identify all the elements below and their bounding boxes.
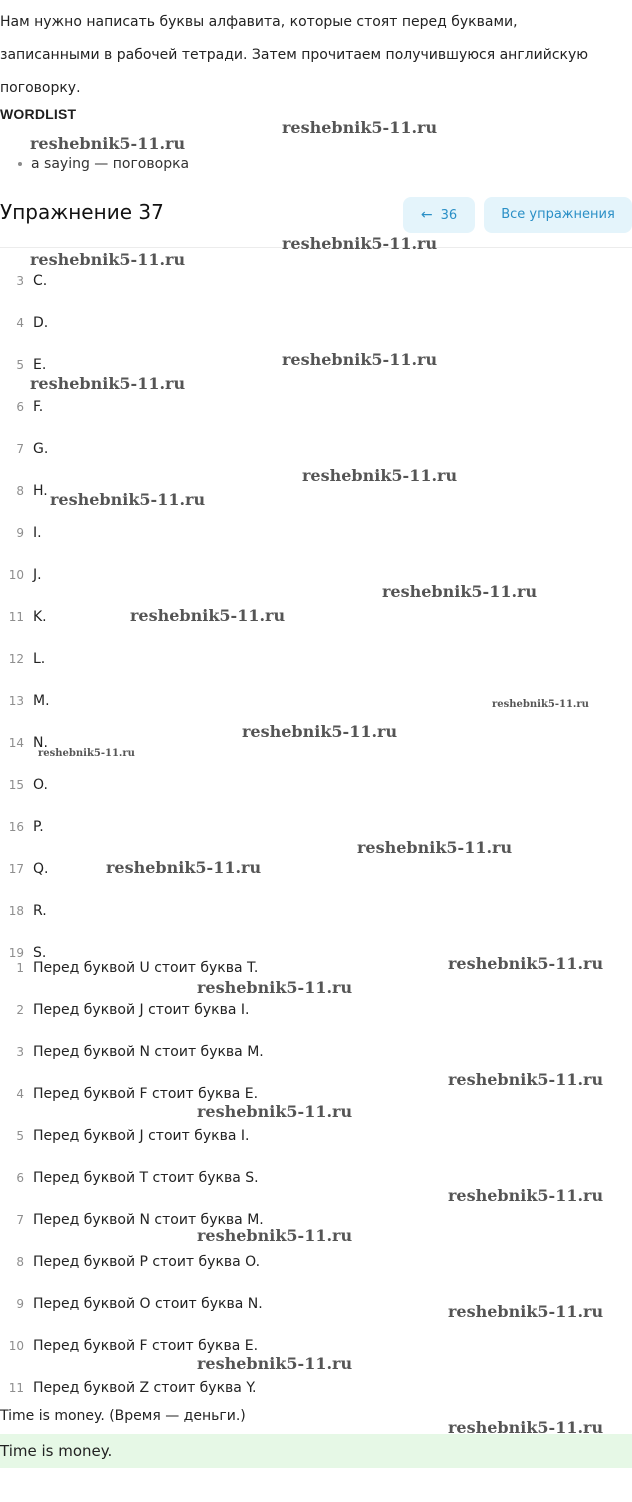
list-item-text: I. [33, 525, 42, 541]
list-item-number: 5 [16, 1129, 24, 1143]
list-item-number: 11 [8, 610, 24, 624]
watermark: reshebnik5-11.ru [30, 374, 186, 393]
list-item-number: 9 [16, 526, 24, 540]
list-item-number: 19 [8, 946, 24, 960]
all-exercises-button[interactable]: Все упражнения [484, 197, 632, 233]
list-item-number: 18 [8, 904, 24, 918]
list-item [0, 858, 632, 880]
list-item-text: D. [33, 315, 49, 331]
list-item-number: 12 [8, 652, 24, 666]
list-item-text: Перед буквой J стоит буква I. [33, 1128, 250, 1144]
list-item-text: C. [33, 273, 48, 289]
watermark: reshebnik5-11.ru [302, 466, 458, 485]
list-item-number: 8 [16, 1255, 24, 1269]
list-item-text: S. [33, 945, 47, 961]
intro-text [0, 6, 632, 105]
list-item-text: Q. [33, 861, 49, 877]
list-item-text: H. [33, 483, 48, 499]
list-item [0, 816, 632, 838]
list-item [0, 606, 632, 628]
list-item [0, 1209, 632, 1231]
list-item [0, 774, 632, 796]
list-item-text: K. [33, 609, 47, 625]
list-item-text: J. [33, 567, 42, 583]
list-item-number: 4 [16, 316, 24, 330]
list-item-number: 1 [16, 961, 24, 975]
list-item [0, 999, 632, 1021]
list-item-text: Перед буквой P стоит буква O. [33, 1254, 261, 1270]
watermark: reshebnik5-11.ru [242, 722, 398, 741]
list-item-text: P. [33, 819, 44, 835]
prev-exercise-button[interactable] [403, 197, 475, 233]
list-item-number: 6 [16, 1171, 24, 1185]
list-item-text: Перед буквой O стоит буква N. [33, 1296, 263, 1312]
list-item-number: 8 [16, 484, 24, 498]
answer-text: Time is money. [0, 1442, 113, 1460]
list-item-text: R. [33, 903, 47, 919]
list-item [0, 1125, 632, 1147]
intro-line: Нам нужно написать буквы алфавита, которые стоят перед буквами, [0, 14, 518, 30]
watermark: reshebnik5-11.ru [282, 118, 438, 137]
list-item [0, 957, 632, 979]
list-item [0, 1293, 632, 1315]
wordlist-item-text: a saying — поговорка [31, 156, 190, 172]
watermark: reshebnik5-11.ru [492, 699, 589, 710]
watermark: reshebnik5-11.ru [50, 490, 206, 509]
list-item [0, 1377, 632, 1399]
watermark: reshebnik5-11.ru [448, 1302, 604, 1321]
list-item-text: E. [33, 357, 47, 373]
divider [0, 247, 632, 248]
list-item-number: 4 [16, 1087, 24, 1101]
list-item-text: Перед буквой F стоит буква E. [33, 1338, 259, 1354]
list-item-number: 9 [16, 1297, 24, 1311]
list-item-number: 16 [8, 820, 24, 834]
watermark: reshebnik5-11.ru [130, 606, 286, 625]
list-item [0, 522, 632, 544]
list-item-text: Перед буквой F стоит буква E. [33, 1086, 259, 1102]
answers-list [0, 955, 632, 1400]
list-item-number: 13 [8, 694, 24, 708]
list-item [0, 564, 632, 586]
letters-list [0, 262, 632, 961]
list-item [0, 1251, 632, 1273]
wordlist-item [18, 156, 189, 172]
list-item-text: G. [33, 441, 49, 457]
list-item-number: 10 [8, 1339, 24, 1353]
watermark: reshebnik5-11.ru [197, 1226, 353, 1245]
list-item [0, 438, 632, 460]
list-item-text: Перед буквой N стоит буква M. [33, 1212, 264, 1228]
list-item-number: 6 [16, 400, 24, 414]
list-item [0, 396, 632, 418]
watermark: reshebnik5-11.ru [197, 978, 353, 997]
list-item-number: 3 [16, 1045, 24, 1059]
watermark: reshebnik5-11.ru [382, 582, 538, 601]
list-item-number: 15 [8, 778, 24, 792]
watermark: reshebnik5-11.ru [448, 1418, 604, 1437]
watermark: reshebnik5-11.ru [38, 748, 135, 759]
list-item [0, 1167, 632, 1189]
list-item [0, 312, 632, 334]
list-item [0, 354, 632, 376]
watermark: reshebnik5-11.ru [197, 1354, 353, 1373]
watermark: reshebnik5-11.ru [282, 350, 438, 369]
list-item-text: Перед буквой U стоит буква T. [33, 960, 259, 976]
exercise-title: Упражнение 37 [0, 200, 164, 224]
list-item-text: Перед буквой Z стоит буква Y. [33, 1380, 257, 1396]
list-item-number: 7 [16, 442, 24, 456]
answer-box [0, 1434, 632, 1468]
list-item-text: F. [33, 399, 44, 415]
list-item [0, 1335, 632, 1357]
list-item-text: N. [33, 735, 48, 751]
list-item-number: 7 [16, 1213, 24, 1227]
watermark: reshebnik5-11.ru [106, 858, 262, 877]
list-item [0, 1041, 632, 1063]
list-item-text: L. [33, 651, 46, 667]
arrow-left-icon: ← [420, 207, 433, 223]
list-item-number: 3 [16, 274, 24, 288]
list-item-number: 11 [8, 1381, 24, 1395]
list-item-number: 14 [8, 736, 24, 750]
list-item-text: O. [33, 777, 48, 793]
list-item-number: 2 [16, 1003, 24, 1017]
wordlist-title: WORDLIST [0, 106, 77, 122]
list-item [0, 1083, 632, 1105]
watermark: reshebnik5-11.ru [448, 1186, 604, 1205]
list-item-text: Перед буквой J стоит буква I. [33, 1002, 250, 1018]
list-item-text: Перед буквой T стоит буква S. [33, 1170, 259, 1186]
list-item [0, 900, 632, 922]
watermark: reshebnik5-11.ru [282, 234, 438, 253]
list-item [0, 732, 632, 754]
list-item [0, 690, 632, 712]
bullet-icon [18, 162, 22, 166]
list-item-number: 10 [8, 568, 24, 582]
prev-exercise-label: 36 [440, 208, 458, 223]
saying-text: Time is money. (Время — деньги.) [0, 1408, 246, 1424]
watermark: reshebnik5-11.ru [448, 1070, 604, 1089]
list-item [0, 270, 632, 292]
list-item [0, 480, 632, 502]
watermark: reshebnik5-11.ru [30, 134, 186, 153]
watermark: reshebnik5-11.ru [30, 250, 186, 269]
list-item-number: 5 [16, 358, 24, 372]
watermark: reshebnik5-11.ru [197, 1102, 353, 1121]
intro-line: поговорку. [0, 80, 81, 96]
intro-line: записанными в рабочей тетради. Затем прочитаем получившуюся английскую [0, 47, 589, 63]
list-item-text: Перед буквой N стоит буква M. [33, 1044, 264, 1060]
watermark: reshebnik5-11.ru [357, 838, 513, 857]
list-item-text: M. [33, 693, 50, 709]
watermark: reshebnik5-11.ru [448, 954, 604, 973]
list-item-number: 17 [8, 862, 24, 876]
list-item [0, 648, 632, 670]
